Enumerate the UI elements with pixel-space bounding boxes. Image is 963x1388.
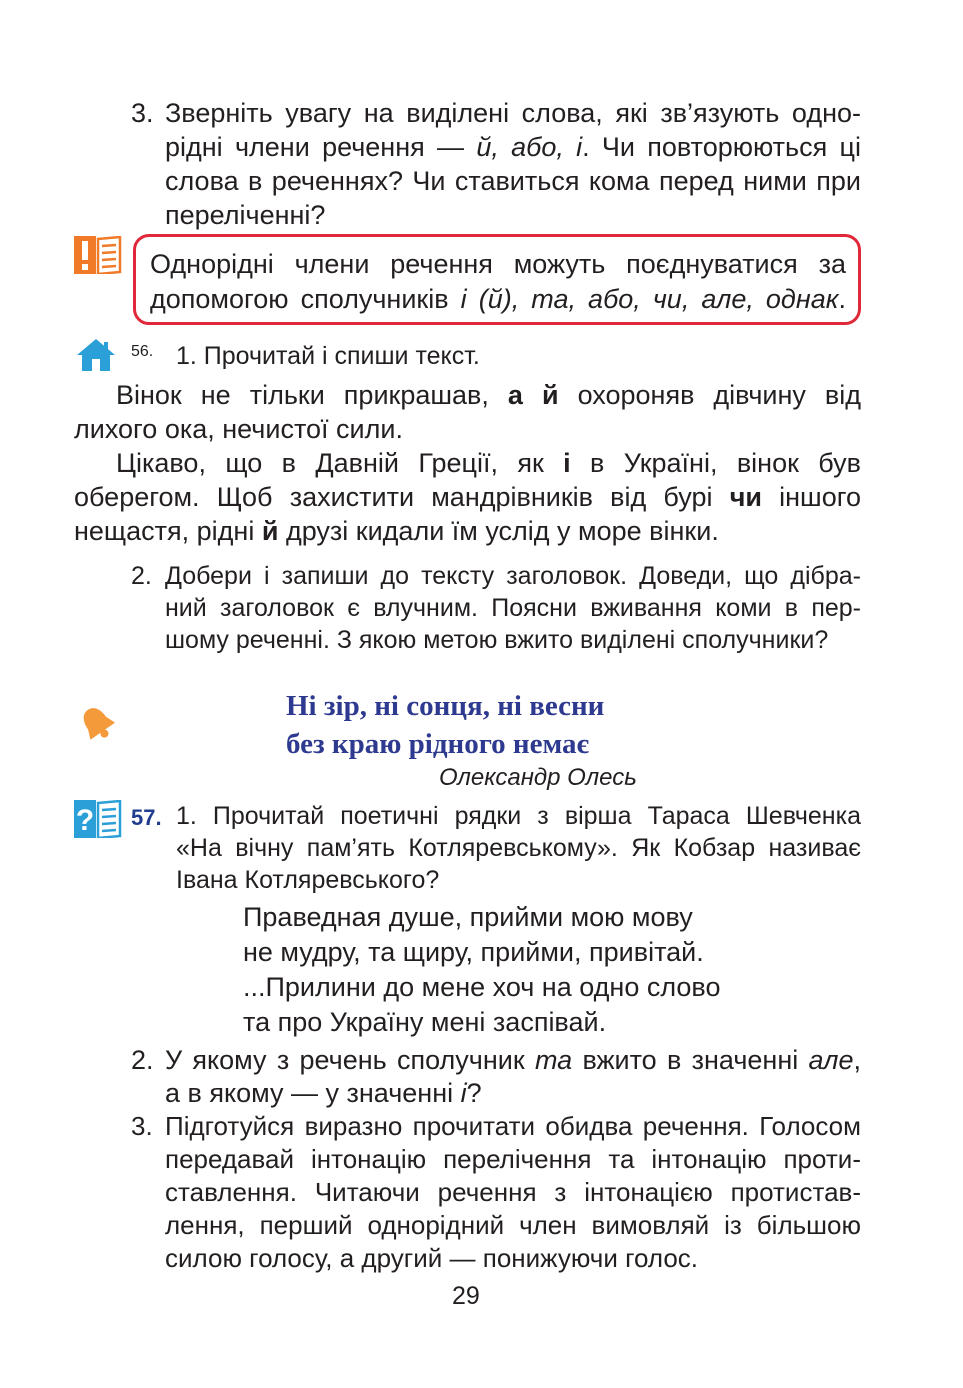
bell-icon [78,703,116,743]
text-line: Добери і запиши до тексту заголовок. Доведи, що дібра- [165,562,861,590]
rule-text [150,247,846,317]
text-line: переліченні? [165,200,326,230]
exercise-56-task-1: 1. Прочитай і спиши текст. [176,342,480,370]
text-line: а в якому — у значенні і? [165,1078,482,1108]
question-book-icon [74,800,122,838]
text-line: нещастя, рідні й друзі кидали їм услід у море вінки. [74,516,719,546]
text-line: ставлення. Читаючи речення з інтонацією протистав- [165,1177,861,1207]
poem-line: та про Україну мені заспівай. [243,1007,607,1037]
poem-line: Праведная душе, прийми мою мову [243,902,693,932]
exercise-57-task-1 [176,800,861,896]
svg-text:?: ? [75,804,95,837]
text-line: силою голосу, а другий — понижуючи голос. [165,1243,699,1273]
text-line: лихого ока, нечистої сили. [74,414,403,444]
text-line: допомогою сполучників і (й), та, або, чи, але, однак. [150,284,846,314]
task-number: 2. [131,562,152,590]
text-line: У якому з речень сполучник та вжито в значенні але, [165,1045,861,1075]
text-line: шому реченні. З якою метою вжито виділені сполучники? [165,626,829,654]
exercise-56-number: 56. [131,343,154,360]
epigraph-author: Олександр Олесь [439,764,637,791]
text-line: лення, перший однорідний член вимовляй із більшою [165,1210,861,1240]
text-line: Підготуйся виразно прочитати обидва речення. Голосом [165,1111,861,1141]
epigraph-line: без краю рідного немає [286,728,590,760]
exercise-56-text [74,378,861,548]
text-line: передавай інтонацію перелічення та інтонацію проти- [165,1144,861,1174]
text-line: Однорідні члени речення можуть поєднуватися за [150,249,846,279]
rule-icon [74,236,122,274]
exercise-57-number: 57. [131,805,162,830]
text-line: «На вічну пам’ять Котляревському». Як Кобзар називає [176,834,861,862]
text-line: Цікаво, що в Давній Греції, як і в Україні, вінок був [116,448,862,478]
text-line: ний заголовок є влучним. Поясни вживання коми в пер- [165,594,861,622]
task-number: 3. [131,1111,153,1141]
epigraph [286,687,604,763]
text-line: слова в реченнях? Чи ставиться кома перед ними при [165,166,861,196]
text-line: оберегом. Щоб захистити мандрівників від бурі чи іншого [74,482,861,512]
poem [243,900,720,1040]
task-number: 2. [131,1045,154,1075]
task-number: 3. [131,98,154,128]
text-line: 1. Прочитай поетичні рядки з вірша Тараса Шевченка [176,802,861,830]
text-line: Зверніть увагу на виділені слова, які зв’язують одно- [165,98,861,128]
epigraph-line: Ні зір, ні сонця, ні весни [286,690,605,722]
text-line: рідні члени речення — й, або, і. Чи повторюються ці [165,132,861,162]
poem-line: не мудру, та щиру, прийми, привітай. [243,937,704,967]
home-icon [76,338,116,372]
text-line: Вінок не тільки прикрашав, а й охороняв дівчину від [116,380,861,410]
text-line: Івана Котляревського? [176,866,440,894]
poem-line: ...Прилини до мене хоч на одно слово [243,972,721,1002]
page-number: 29 [452,1282,480,1310]
